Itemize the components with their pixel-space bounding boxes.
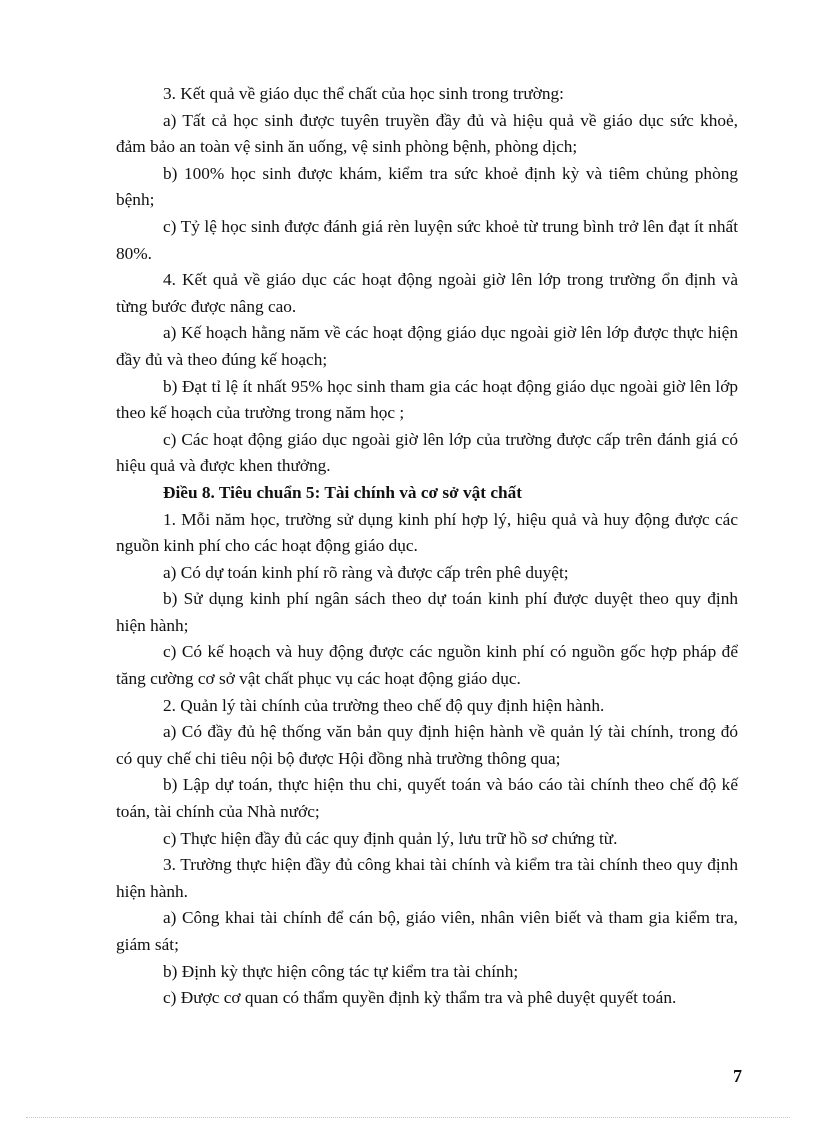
page-bottom-divider	[26, 1117, 790, 1118]
section-heading: Điều 8. Tiêu chuẩn 5: Tài chính và cơ sở vật chất	[163, 482, 523, 502]
paragraph: b) Định kỳ thực hiện công tác tự kiểm tra tài chính;	[163, 961, 519, 981]
paragraph: c) Các hoạt động giáo dục ngoài giờ lên lớp của trường được cấp trên đánh giá có hiệu quả và được khen thưởng.	[116, 429, 738, 476]
paragraph: 3. Kết quả về giáo dục thể chất của học sinh trong trường:	[163, 84, 564, 103]
paragraph: c) Được cơ quan có thẩm quyền định kỳ thẩm tra và phê duyệt quyết toán.	[163, 988, 677, 1008]
paragraph: 4. Kết quả về giáo dục các hoạt động ngoài giờ lên lớp trong trường ổn định và từng bước được nâng cao.	[116, 270, 738, 316]
paragraph: c) Thực hiện đầy đủ các quy định quản lý, lưu trữ hồ sơ chứng từ.	[163, 828, 618, 848]
paragraph: b) Sử dụng kinh phí ngân sách theo dự toán kinh phí được duyệt theo quy định hiện hành;	[116, 589, 738, 635]
document-body	[116, 81, 738, 1012]
paragraph: b) Đạt tỉ lệ ít nhất 95% học sinh tham gia các hoạt động giáo dục ngoài giờ lên lớp theo kế hoạch của trường trong năm học ;	[116, 376, 738, 423]
paragraph: 2. Quản lý tài chính của trường theo chế độ quy định hiện hành.	[163, 695, 605, 715]
paragraph: a) Tất cả học sinh được tuyên truyền đầy đủ và hiệu quả về giáo dục sức khoẻ, đảm bảo an toàn vệ sinh ăn uống, vệ sinh phòng bệnh, phòng dịch;	[116, 110, 738, 157]
paragraph: c) Có kế hoạch và huy động được các nguồn kinh phí có nguồn gốc hợp pháp để tăng cường cơ sở vật chất phục vụ các hoạt động giáo dục.	[116, 642, 738, 689]
paragraph: b) Lập dự toán, thực hiện thu chi, quyết toán và báo cáo tài chính theo chế độ kế toán, tài chính của Nhà nước;	[116, 775, 738, 822]
paragraph: a) Kế hoạch hằng năm về các hoạt động giáo dục ngoài giờ lên lớp được thực hiện đầy đủ và theo đúng kế hoạch;	[116, 323, 738, 369]
paragraph: 3. Trường thực hiện đầy đủ công khai tài chính và kiểm tra tài chính theo quy định hiện hành.	[116, 855, 738, 901]
paragraph: a) Công khai tài chính để cán bộ, giáo viên, nhân viên biết và tham gia kiểm tra, giám sát;	[116, 908, 738, 954]
paragraph: a) Có dự toán kinh phí rõ ràng và được cấp trên phê duyệt;	[163, 562, 569, 582]
paragraph: 1. Mỗi năm học, trường sử dụng kinh phí hợp lý, hiệu quả và huy động được các nguồn kinh phí cho các hoạt động giáo dục.	[116, 509, 738, 556]
paragraph: b) 100% học sinh được khám, kiểm tra sức khoẻ định kỳ và tiêm chủng phòng bệnh;	[116, 163, 738, 210]
paragraph: a) Có đầy đủ hệ thống văn bản quy định hiện hành về quản lý tài chính, trong đó có quy chế chi tiêu nội bộ được Hội đồng nhà trường thông qua;	[116, 722, 738, 768]
document-page	[116, 81, 738, 1012]
paragraph: c) Tỷ lệ học sinh được đánh giá rèn luyện sức khoẻ từ trung bình trở lên đạt ít nhất 80%.	[116, 216, 738, 263]
page-number: 7	[733, 1066, 742, 1086]
